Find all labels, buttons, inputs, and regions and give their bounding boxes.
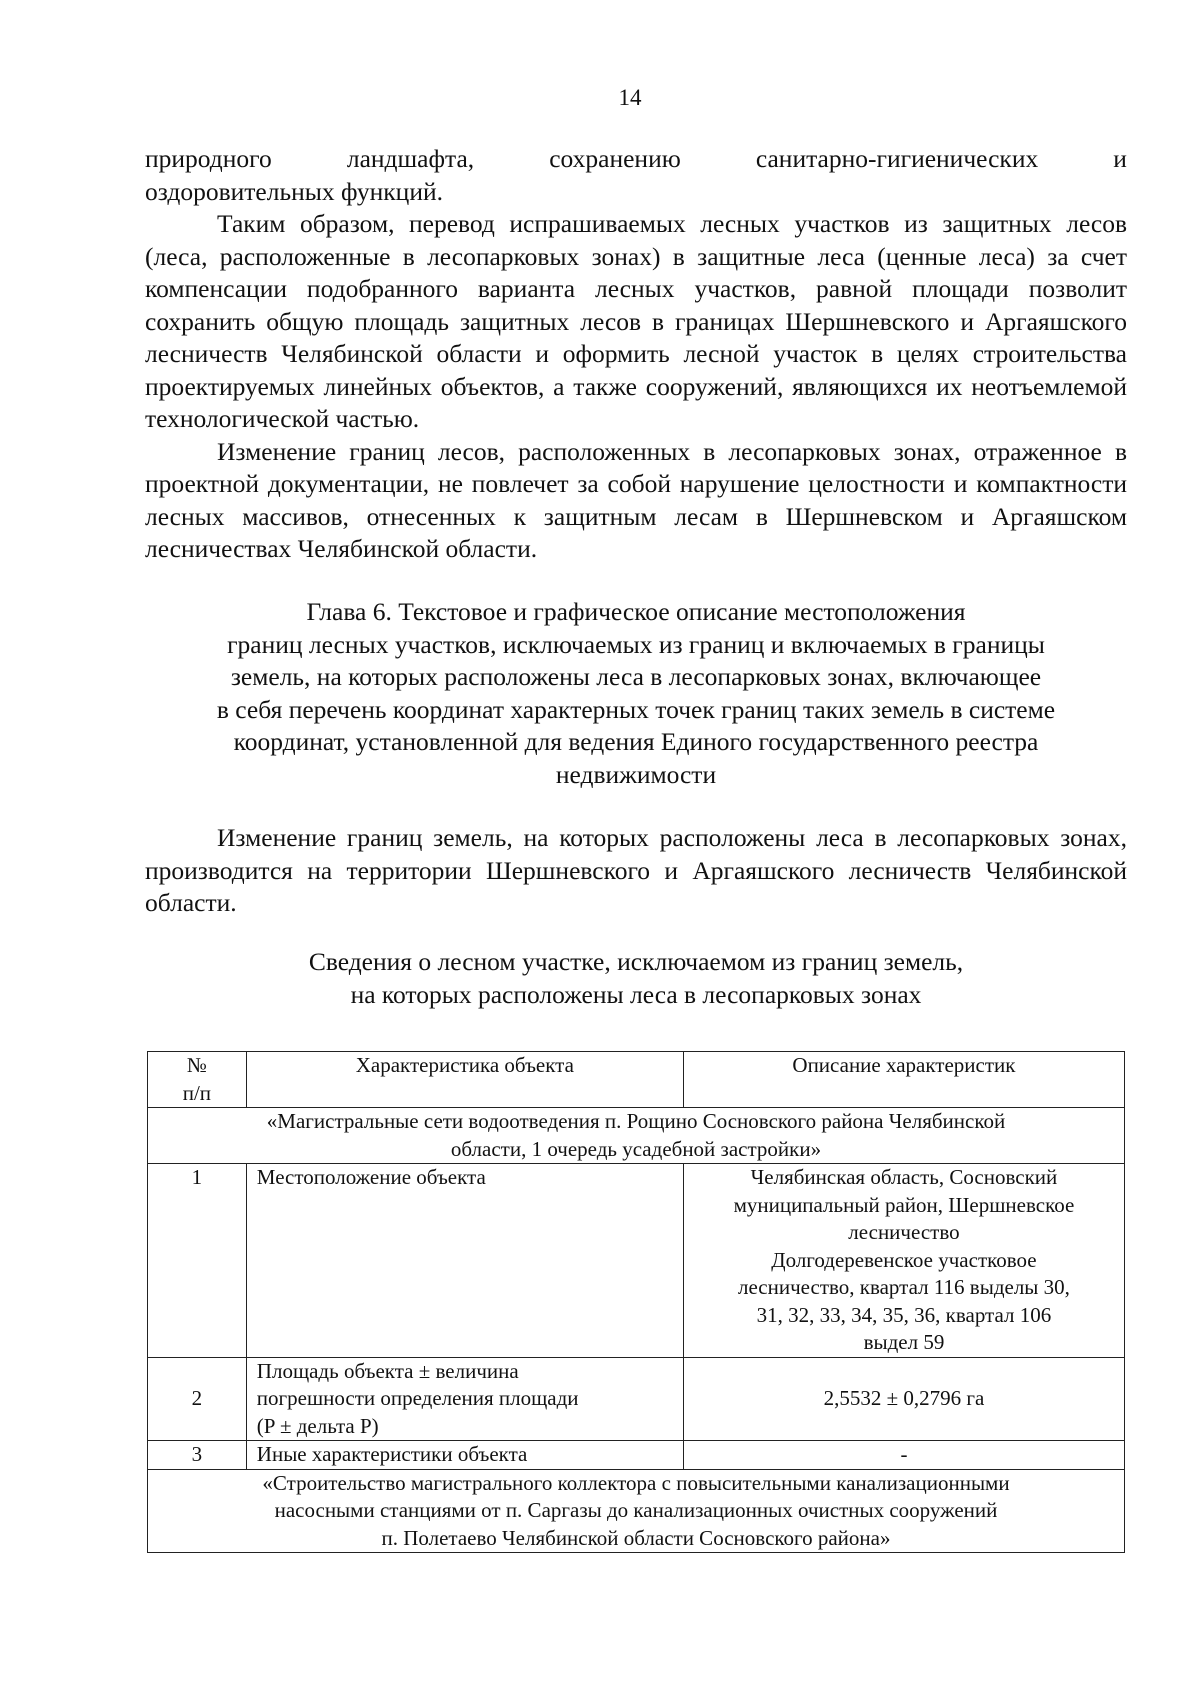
table-title-line: на которых расположены леса в лесопарковых зонах <box>350 979 922 1009</box>
first-line-word: ландшафта, <box>346 144 475 173</box>
table-title-line: Сведения о лесном участке, исключаемом из границ земель, <box>308 947 964 976</box>
description-line: Челябинская область, Сосновский <box>750 1165 1058 1189</box>
table-row <box>148 1357 1125 1441</box>
row-number: 3 <box>148 1441 247 1470</box>
first-line-word: санитарно-гигиенических <box>755 144 1039 173</box>
chapter-paragraph-block <box>145 822 1127 920</box>
row-characteristic <box>246 1164 683 1358</box>
object-title-line: «Строительство магистрального коллектора с повысительными канализационными <box>262 1470 1010 1495</box>
paragraph-boundaries: Изменение границ лесов, расположенных в лесопарковых зонах, отраженное в проектной документации, не повлечет за собой нарушение целостности и компактности лесных массивов, отнесенных к защитным лесам в Шершневском и Аргаяшском лесничествах Челябинской области. <box>145 436 1127 563</box>
header-description: Описание характеристик <box>683 1052 1124 1108</box>
description-line: лесничество <box>848 1220 960 1244</box>
chapter-paragraph: Изменение границ земель, на которых расположены леса в лесопарковых зонах, производится на территории Шершневского и Аргаяшского лесничеств Челябинской области. <box>145 823 1127 917</box>
first-line <box>145 143 1127 176</box>
object-title-line: области, 1 очередь усадебной застройки» <box>450 1136 822 1161</box>
header-number <box>148 1052 247 1108</box>
chapter-title <box>145 596 1127 792</box>
header-characteristic: Характеристика объекта <box>246 1052 683 1108</box>
characteristic-line: (P ± дельта P) <box>256 1413 379 1438</box>
header-number-symbol: № <box>186 1053 207 1077</box>
characteristic-line: Местоположение объекта <box>256 1165 486 1189</box>
object-title-line: насосными станциями от п. Саргазы до канализационных очистных сооружений <box>274 1498 998 1522</box>
object-title-line: «Магистральные сети водоотведения п. Рощино Сосновского района Челябинской <box>266 1109 1006 1133</box>
first-line-word: и <box>1113 144 1127 173</box>
paragraph-conversion: Таким образом, перевод испрашиваемых лесных участков из защитных лесов (леса, расположенные в лесопарковых зонах) в защитные леса (ценные леса) за счет компенсации подобранного варианта лесных участков, равной площади позволит сохранить общую площадь защитных лесов в границах Шершневского и Аргаяшского лесничеств Челябинской области и оформить лесной участок в целях строительства проектируемых линейных объектов, а также сооружений, являющихся их неотъемлемой технологической частью. <box>145 209 1127 433</box>
object-title <box>148 1108 1125 1164</box>
first-line-word: сохранению <box>549 144 681 173</box>
table-title <box>145 946 1127 1011</box>
description-line: Долгодеревенское участковое <box>771 1247 1037 1272</box>
table-row <box>148 1441 1125 1470</box>
object-title-row <box>148 1469 1125 1553</box>
body-text <box>145 143 1127 566</box>
chapter-title-line: земель, на которых расположены леса в лесопарковых зонах, включающее <box>230 662 1042 692</box>
chapter-title-line: в себя перечень координат характерных точек границ таких земель в системе <box>216 694 1056 724</box>
row-number: 1 <box>148 1164 247 1358</box>
row-number: 2 <box>148 1357 247 1441</box>
object-title-line: п. Полетаево Челябинской области Сосновского района» <box>381 1525 891 1550</box>
description-line: лесничество, квартал 116 выделы 30, <box>737 1275 1070 1299</box>
row-description <box>683 1164 1124 1358</box>
chapter-title-line: координат, установленной для ведения Единого государственного реестра <box>233 727 1039 757</box>
chapter-title-line: недвижимости <box>555 759 717 789</box>
row-description <box>683 1357 1124 1441</box>
description-line: 31, 32, 33, 34, 35, 36, квартал 106 <box>756 1302 1052 1327</box>
characteristic-line: погрешности определения площади <box>256 1386 579 1410</box>
row-characteristic <box>246 1357 683 1441</box>
first-line-word: природного <box>145 144 272 173</box>
description-line: выдел 59 <box>863 1330 945 1354</box>
chapter-title-line: границ лесных участков, исключаемых из границ и включаемых в границы <box>227 629 1045 659</box>
description-line: 2,5532 ± 0,2796 га <box>823 1386 985 1410</box>
table-row <box>148 1164 1125 1358</box>
chapter-title-line: Глава 6. Текстовое и графическое описание местоположения <box>306 597 966 626</box>
header-number-abbr: п/п <box>182 1080 212 1105</box>
object-title-row <box>148 1108 1125 1164</box>
characteristic-line: Площадь объекта ± величина <box>256 1358 519 1383</box>
first-paragraph-end: оздоровительных функций. <box>145 176 443 206</box>
table-header-row <box>148 1052 1125 1108</box>
characteristic-line: Иные характеристики объекта <box>256 1442 528 1466</box>
description-line: муниципальный район, Шершневское <box>733 1192 1075 1217</box>
forest-plot-table <box>147 1051 1125 1553</box>
object-title <box>148 1469 1125 1553</box>
description-line: - <box>900 1442 908 1466</box>
row-characteristic <box>246 1441 683 1470</box>
page-number: 14 <box>618 85 642 110</box>
row-description <box>683 1441 1124 1470</box>
